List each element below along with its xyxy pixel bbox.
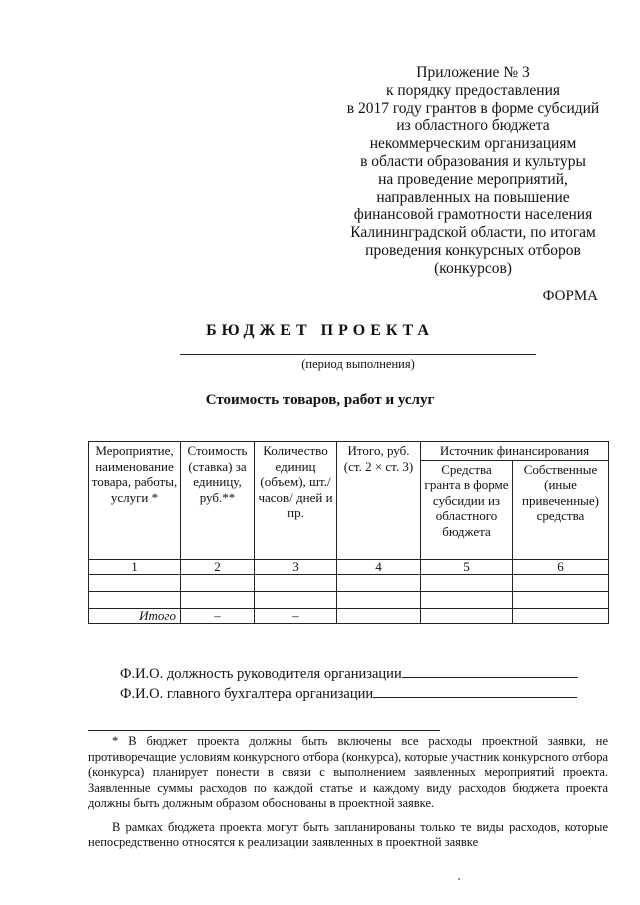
appendix-block [330,64,616,278]
table-cell[interactable] [337,574,421,591]
table-row [89,574,609,591]
appendix-line: из областного бюджета [396,117,550,135]
period-caption: (период выполнения) [301,357,415,371]
appendix-line: на проведение мероприятий, [378,170,568,188]
appendix-line: в области образования и культуры [360,152,586,170]
appendix-line: некоммерческим организациям [369,135,577,153]
form-label: ФОРМА [542,288,598,304]
table-cell[interactable] [89,591,181,608]
period-fill-line[interactable] [180,354,536,355]
total-row [89,608,609,623]
director-label: Ф.И.О. должность руководителя организации [120,666,402,682]
scan-speck [458,878,460,880]
footnotes [88,734,608,851]
header-activity: Мероприятие, наименование товара, работы, услуги * [89,442,181,560]
appendix-line: к порядку предоставления [385,81,561,99]
director-signature-line [120,665,578,683]
accountant-signature-line [120,685,577,703]
table-cell[interactable] [255,574,337,591]
table-cell[interactable] [89,574,181,591]
column-number: 6 [513,559,609,574]
table-row [89,591,609,608]
section-title: Стоимость товаров, работ и услуг [205,392,435,408]
table-cell[interactable] [181,574,255,591]
cost-table [88,441,609,624]
table-cell[interactable] [421,574,513,591]
total-dash: – [181,608,255,623]
table-cell[interactable] [255,591,337,608]
appendix-line: (конкурсов) [434,259,512,277]
header-quantity: Количество единиц (объем), шт./часов/ дней и пр. [255,442,337,560]
footnote-1: * В бюджет проекта должны быть включены все расходы проектной заявки, не противоречащие условиям конкурсного отбора (конкурса), которые участник конкурсного отбора (конкурса) планирует понести в связи с выполнением заявленных мероприятий проекта. Заявленные суммы расходов по каждой статье и каждому виду расходов бюджета проекта должны быть должным образом обоснованы в проектной заявке. [88,734,608,810]
footnote-2: В рамках бюджета проекта могут быть запланированы только те виды расходов, которые непосредственно относятся к реализации заявленных в проектной заявке [88,819,608,849]
total-dash: – [255,608,337,623]
table-cell[interactable] [421,591,513,608]
footnote-divider [88,730,440,731]
page-title: БЮДЖЕТ ПРОЕКТА [206,322,434,339]
table-cell[interactable] [513,608,609,623]
accountant-label: Ф.И.О. главного бухгалтера организации [120,686,374,702]
appendix-line: Приложение № 3 [416,64,530,81]
column-number: 5 [421,559,513,574]
appendix-line: Калининградской области, по итогам [350,224,596,242]
header-grant-funds: Средства гранта в форме субсидии из областного бюджета [421,460,513,559]
table-cell[interactable] [513,591,609,608]
header-total: Итого, руб. (ст. 2 × ст. 3) [337,442,421,560]
table-cell[interactable] [337,591,421,608]
table-cell[interactable] [337,608,421,623]
accountant-fill-line[interactable] [373,685,577,698]
column-number: 1 [89,559,181,574]
column-number-row [89,559,609,574]
table-cell[interactable] [181,591,255,608]
appendix-line: направленных на повышение [376,188,570,206]
table-header-row [89,442,609,461]
header-funding-source: Источник финансирования [421,442,609,461]
director-fill-line[interactable] [402,665,578,678]
header-own-funds: Собственные (иные привеченные) средства [513,460,609,559]
appendix-line: проведения конкурсных отборов [365,241,581,259]
total-label: Итого [89,608,181,623]
appendix-line: финансовой грамотности населения [353,206,593,224]
column-number: 3 [255,559,337,574]
appendix-line: в 2017 году грантов в форме субсидий [346,99,600,117]
table-cell[interactable] [421,608,513,623]
table-cell[interactable] [513,574,609,591]
column-number: 4 [337,559,421,574]
column-number: 2 [181,559,255,574]
header-unit-cost: Стоимость (ставка) за единицу, руб.** [181,442,255,560]
